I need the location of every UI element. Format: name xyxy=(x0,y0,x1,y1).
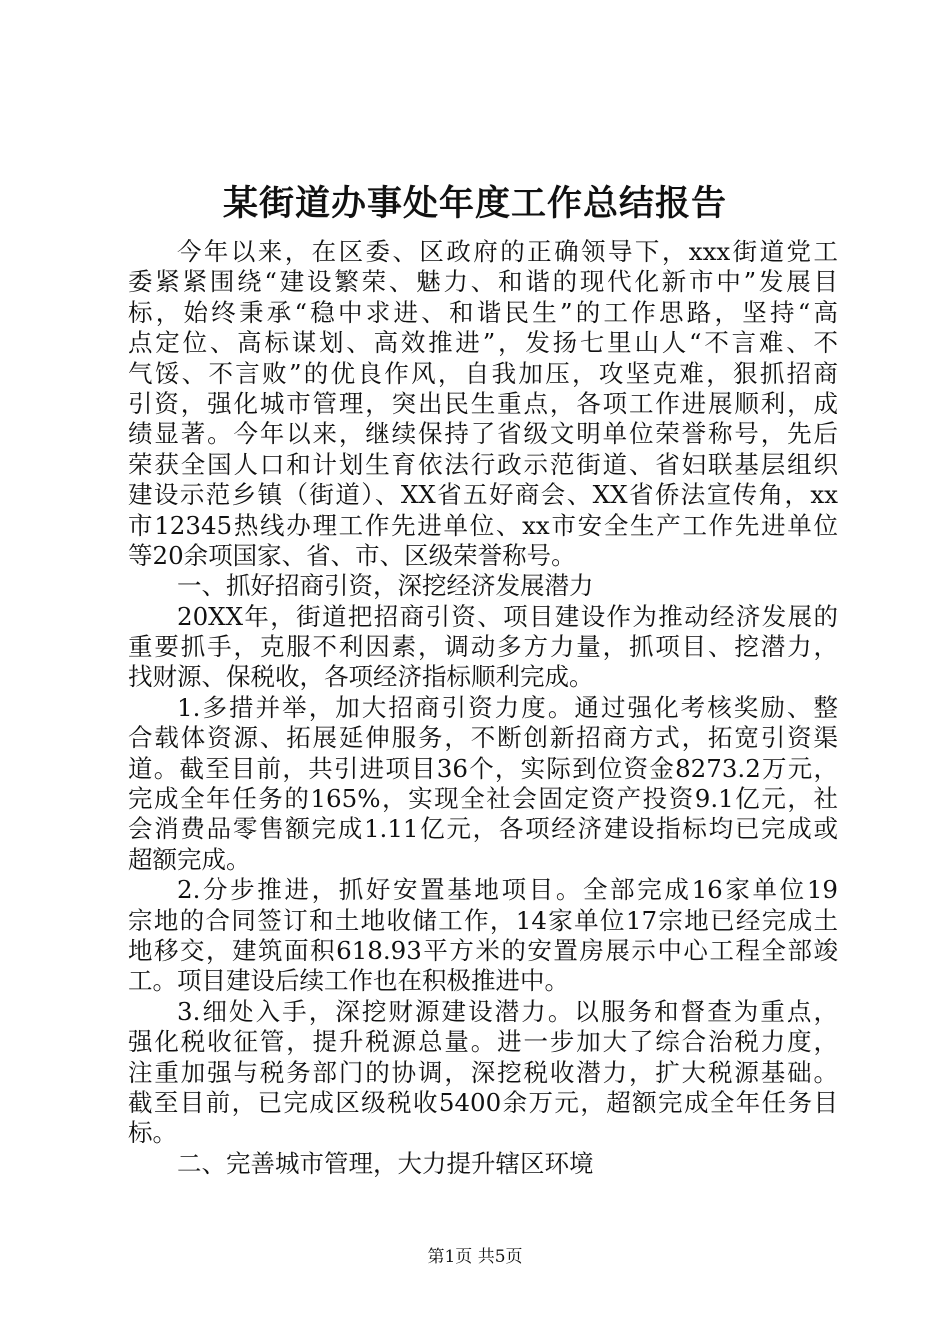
paragraph-line: 会消费品零售额完成1.11亿元，各项经济建设指标均已完成或 xyxy=(128,814,838,844)
paragraph-line: 地移交，建筑面积618.93平方米的安置房展示中心工程全部竣 xyxy=(128,935,838,965)
paragraph-line: 绩显著。今年以来，继续保持了省级文明单位荣誉称号，先后 xyxy=(128,419,838,449)
paragraph-line: 注重加强与税务部门的协调，深挖税收潜力，扩大税源基础。 xyxy=(128,1057,838,1087)
section-heading: 一、抓好招商引资，深挖经济发展潜力 xyxy=(177,571,594,601)
document-body xyxy=(128,237,838,1179)
paragraph-line: 超额完成。 xyxy=(128,844,251,874)
paragraph-line: 3.细处入手，深挖财源建设潜力。以服务和督查为重点， xyxy=(177,996,838,1026)
paragraph-line: 20XX年，街道把招商引资、项目建设作为推动经济发展的 xyxy=(177,601,838,631)
paragraph-line: 宗地的合同签订和土地收储工作，14家单位17宗地已经完成土 xyxy=(128,905,838,935)
paragraph-line: 工。项目建设后续工作也在积极推进中。 xyxy=(128,966,569,996)
paragraph-line: 市12345热线办理工作先进单位、xx市安全生产工作先进单位 xyxy=(128,510,838,540)
paragraph-line: 建设示范乡镇（街道）、XX省五好商会、XX省侨法宣传角，xx xyxy=(128,480,838,510)
paragraph-line: 标。 xyxy=(128,1118,177,1148)
paragraph-line: 完成全年任务的165%，实现全社会固定资产投资9.1亿元，社 xyxy=(128,784,838,814)
paragraph-line: 等20余项国家、省、市、区级荣誉称号。 xyxy=(128,540,576,570)
paragraph-line: 找财源、保税收，各项经济指标顺利完成。 xyxy=(128,662,594,692)
paragraph-line: 标，始终秉承“稳中求进、和谐民生”的工作思路，坚持“高 xyxy=(128,297,838,327)
section-heading: 二、完善城市管理，大力提升辖区环境 xyxy=(177,1148,594,1178)
paragraph-line: 2.分步推进，抓好安置基地项目。全部完成16家单位19 xyxy=(177,875,838,905)
paragraph-line: 道。截至目前，共引进项目36个，实际到位资金8273.2万元， xyxy=(128,753,838,783)
paragraph-line: 截至目前，已完成区级税收5400余万元，超额完成全年任务目 xyxy=(128,1087,838,1117)
paragraph-line: 1.多措并举，加大招商引资力度。通过强化考核奖励、整 xyxy=(177,692,838,722)
document-title: 某街道办事处年度工作总结报告 xyxy=(222,183,727,224)
paragraph-line: 委紧紧围绕“建设繁荣、魅力、和谐的现代化新市中”发展目 xyxy=(128,267,838,297)
paragraph-line: 荣获全国人口和计划生育依法行政示范街道、省妇联基层组织 xyxy=(128,449,838,479)
paragraph-line: 合载体资源、拓展延伸服务，不断创新招商方式，拓宽引资渠 xyxy=(128,723,838,753)
paragraph-line: 点定位、高标谋划、高效推进”，发扬七里山人“不言难、不 xyxy=(128,328,838,358)
paragraph-line: 强化税收征管，提升税源总量。进一步加大了综合治税力度， xyxy=(128,1027,838,1057)
paragraph-line: 重要抓手，克服不利因素，调动多方力量，抓项目、挖潜力， xyxy=(128,632,838,662)
paragraph-line: 引资，强化城市管理，突出民生重点，各项工作进展顺利，成 xyxy=(128,388,838,418)
paragraph-line: 气馁、不言败”的优良作风，自我加压，攻坚克难，狠抓招商 xyxy=(128,358,838,388)
page-number-footer: 第1页 共5页 xyxy=(427,1247,523,1267)
paragraph-line: 今年以来，在区委、区政府的正确领导下，xxx街道党工 xyxy=(177,237,838,266)
